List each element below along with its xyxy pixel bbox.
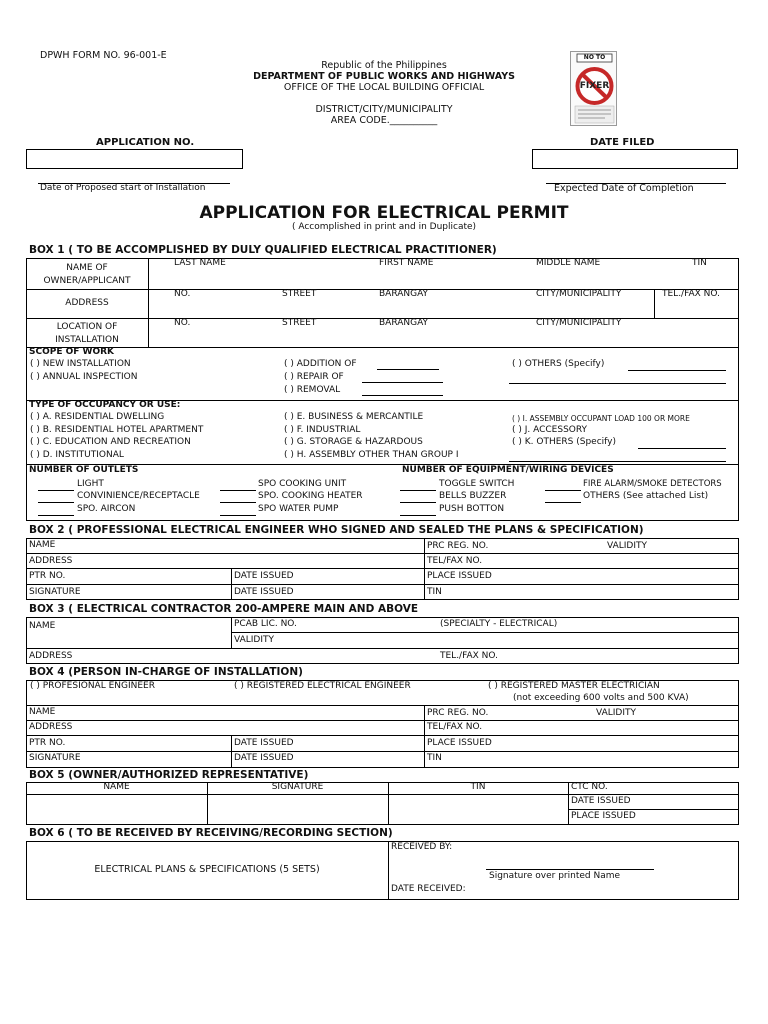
box5-heading: BOX 5 (OWNER/AUTHORIZED REPRESENTATIVE) [29, 769, 309, 781]
proposed-start-label: Date of Proposed start of Installation [40, 183, 206, 193]
republic-line: Republic of the Philippines [321, 60, 447, 71]
addition-of-line[interactable] [377, 369, 439, 370]
occupancy-k[interactable]: ( ) K. OTHERS (Specify) [512, 437, 617, 447]
scope-addition-of[interactable]: ( ) ADDITION OF [284, 359, 357, 369]
occupancy-heading: TYPE OF OCCUPANCY OR USE: [29, 400, 181, 410]
box2-ptr-label[interactable]: PTR NO. [29, 571, 66, 581]
box3-heading: BOX 3 ( ELECTRICAL CONTRACTOR 200-AMPERE MAIN AND ABOVE [29, 603, 419, 615]
box5-name-header: NAME [103, 782, 130, 792]
box5-col-divider [568, 782, 569, 825]
scope-others-line-2[interactable] [509, 383, 726, 384]
telfax-divider [654, 289, 655, 318]
box2-heading: BOX 2 ( PROFESSIONAL ELECTRICAL ENGINEER WHO SIGNED AND SEALED THE PLANS & SPECIFICATION) [29, 524, 644, 536]
removal-line[interactable] [362, 395, 443, 396]
address-no-label: NO. [174, 289, 191, 299]
box6-heading: BOX 6 ( TO BE RECEIVED BY RECEIVING/RECORDING SECTION) [29, 827, 393, 839]
location-street-label: STREET [282, 318, 317, 328]
scope-others-line[interactable] [628, 370, 726, 371]
application-no-label: APPLICATION NO. [96, 137, 195, 148]
scope-others[interactable]: ( ) OTHERS (Specify) [512, 359, 605, 369]
cooking-unit-count-line[interactable] [220, 490, 256, 491]
box4-col-divider [231, 735, 232, 768]
department-line: DEPARTMENT OF PUBLIC WORKS AND HIGHWAYS [253, 71, 515, 82]
box2-row-divider [26, 568, 739, 569]
form-number: DPWH FORM NO. 96-001-E [40, 50, 167, 61]
toggle-count-line[interactable] [400, 490, 436, 491]
box2-telfax-label[interactable]: TEL/FAX NO. [427, 556, 483, 566]
box2-col-divider [231, 568, 232, 600]
box5-row-divider [568, 794, 739, 795]
outlet-cooking-unit: SPO COOKING UNIT [258, 479, 347, 489]
box6-plans-label: ELECTRICAL PLANS & SPECIFICATIONS (5 SETS) [94, 864, 320, 875]
box3-col-divider [231, 617, 232, 649]
box3-validity-label[interactable]: VALIDITY [234, 635, 274, 645]
first-name-label: FIRST NAME [379, 258, 434, 268]
box4-master-electrician[interactable]: ( ) REGISTERED MASTER ELECTRICIAN [488, 681, 660, 691]
occupancy-e[interactable]: ( ) E. BUSINESS & MERCANTILE [284, 412, 424, 422]
no-to-fixer-logo [570, 51, 617, 126]
box4-row-divider [26, 751, 739, 752]
box2-place-issued-label[interactable]: PLACE ISSUED [427, 571, 492, 581]
telfax-label: TEL./FAX NO. [662, 289, 720, 299]
scope-removal[interactable]: ( ) REMOVAL [284, 385, 341, 395]
owner-label: NAME OF OWNER/APPLICANT [43, 263, 131, 286]
occupancy-g[interactable]: ( ) G. STORAGE & HAZARDOUS [284, 437, 423, 447]
box6-received-by-label: RECEIVED BY: [391, 842, 453, 852]
box4-col-divider [424, 705, 425, 768]
box4-row-divider [26, 735, 739, 736]
last-name-label: LAST NAME [174, 258, 226, 268]
aircon-count-line[interactable] [38, 515, 74, 516]
box2-name-label[interactable]: NAME [29, 540, 56, 550]
occupancy-others-line[interactable] [638, 448, 726, 449]
box6-signature-caption: Signature over printed Name [489, 871, 621, 881]
occupancy-d[interactable]: ( ) D. INSTITUTIONAL [30, 450, 124, 460]
owner-name-field[interactable] [149, 269, 738, 288]
outlet-convenience: CONVINIENCE/RECEPTACLE [77, 491, 200, 501]
box4-place-issued-label[interactable]: PLACE ISSUED [427, 738, 492, 748]
convenience-count-line[interactable] [38, 502, 74, 503]
location-barangay-label: BARANGAY [379, 318, 429, 328]
box4-tin-label[interactable]: TIN [427, 753, 442, 763]
box2-signature-date-label[interactable]: DATE ISSUED [234, 587, 294, 597]
form-subtitle: ( Accomplished in print and in Duplicate) [291, 222, 477, 232]
box4-row-divider [26, 720, 739, 721]
box3-address-label[interactable]: ADDRESS [29, 651, 73, 661]
equipment-bells: BELLS BUZZER [439, 491, 507, 501]
box4-prc-label[interactable]: PRC REG. NO. [427, 708, 489, 718]
fire-alarm-count-line[interactable] [545, 490, 581, 491]
box4-validity-label[interactable]: VALIDITY [596, 708, 636, 718]
address-barangay-label: BARANGAY [379, 289, 429, 299]
occupancy-f[interactable]: ( ) F. INDUSTRIAL [284, 425, 361, 435]
box4-telfax-label[interactable]: TEL/FAX NO. [427, 722, 483, 732]
box5-signature-field[interactable] [208, 795, 387, 824]
occupancy-b[interactable]: ( ) B. RESIDENTIAL HOTEL APARTMENT [30, 425, 204, 435]
date-filed-label: DATE FILED [590, 137, 655, 148]
box3-row-divider [231, 632, 739, 633]
address-street-label: STREET [282, 289, 317, 299]
water-pump-count-line[interactable] [220, 515, 256, 516]
equipment-push: PUSH BOTTON [439, 504, 505, 514]
box5-ctc-label[interactable]: CTC NO. [571, 782, 608, 792]
occupancy-j[interactable]: ( ) J. ACCESSORY [512, 425, 588, 435]
box4-signature-date-label[interactable]: DATE ISSUED [234, 753, 294, 763]
address-city-label: CITY/MUNICIPALITY [536, 289, 622, 299]
box4-reg-engineer[interactable]: ( ) REGISTERED ELECTRICAL ENGINEER [234, 681, 411, 691]
box4-signature-label[interactable]: SIGNATURE [29, 753, 81, 763]
box4-heading: BOX 4 (PERSON IN-CHARGE OF INSTALLATION) [29, 666, 303, 678]
box4-master-note: (not exceeding 600 volts and 500 KVA) [513, 693, 689, 703]
box3-telfax-label[interactable]: TEL./FAX NO. [440, 651, 498, 661]
box2-row-divider [26, 553, 739, 554]
box5-place-issued-label[interactable]: PLACE ISSUED [571, 811, 636, 821]
box4-name-label[interactable]: NAME [29, 707, 56, 717]
box6-col-divider [388, 841, 389, 900]
box3-row-divider [26, 648, 739, 649]
office-line: OFFICE OF THE LOCAL BUILDING OFFICIAL [283, 82, 485, 93]
box4-pro-engineer[interactable]: ( ) PROFESIONAL ENGINEER [30, 681, 155, 691]
address-field[interactable] [149, 300, 653, 317]
box3-name-label[interactable]: NAME [29, 621, 56, 631]
equipment-toggle: TOGGLE SWITCH [439, 479, 515, 489]
scope-repair-of[interactable]: ( ) REPAIR OF [284, 372, 344, 382]
location-field[interactable] [149, 329, 738, 346]
form-title: APPLICATION FOR ELECTRICAL PERMIT [199, 203, 569, 223]
area-code-line: AREA CODE.__________ [330, 115, 438, 126]
box1-row-divider [26, 347, 739, 348]
logo-word: FIXER [579, 81, 610, 91]
equipment-heading: NUMBER OF EQUIPMENT/WIRING DEVICES [402, 465, 614, 475]
bells-count-line[interactable] [400, 502, 436, 503]
date-filed-field[interactable] [532, 149, 738, 169]
box2-tin-label[interactable]: TIN [427, 587, 442, 597]
occupancy-c[interactable]: ( ) C. EDUCATION AND RECREATION [30, 437, 191, 447]
repair-of-line[interactable] [362, 382, 443, 383]
box5-tin-field[interactable] [389, 795, 567, 824]
received-by-signature-line[interactable] [486, 869, 654, 870]
location-city-label: CITY/MUNICIPALITY [536, 318, 622, 328]
box5-date-issued-label[interactable]: DATE ISSUED [571, 796, 631, 806]
equipment-others: OTHERS (See attached List) [583, 491, 709, 501]
location-no-label: NO. [174, 318, 191, 328]
equipment-others-count-line[interactable] [545, 502, 581, 503]
box2-date-issued-label[interactable]: DATE ISSUED [234, 571, 294, 581]
occupancy-h[interactable]: ( ) H. ASSEMBLY OTHER THAN GROUP I [284, 450, 459, 460]
equipment-fire-alarm: FIRE ALARM/SMOKE DETECTORS [583, 479, 722, 489]
box3-pcab-label[interactable]: PCAB LIC. NO. [234, 619, 297, 629]
logo-top-text: NO TO [583, 54, 606, 61]
outlet-cooking-heater: SPO. COOKING HEATER [258, 491, 363, 501]
box2-address-label[interactable]: ADDRESS [29, 556, 73, 566]
outlet-light: LIGHT [77, 479, 104, 489]
box2-col-divider [424, 538, 425, 600]
box3-frame [26, 617, 739, 664]
application-no-field[interactable] [26, 149, 243, 169]
occupancy-others-line-2[interactable] [509, 461, 726, 462]
scope-annual-inspection[interactable]: ( ) ANNUAL INSPECTION [30, 372, 138, 382]
box3-specialty-label: (SPECIALTY - ELECTRICAL) [440, 619, 558, 629]
box2-row-divider [26, 584, 739, 585]
outlets-heading: NUMBER OF OUTLETS [29, 465, 139, 475]
address-label: ADDRESS [65, 298, 109, 308]
occupancy-i[interactable]: ( ) I. ASSEMBLY OCCUPANT LOAD 100 OR MORE [512, 414, 690, 423]
box2-signature-label[interactable]: SIGNATURE [29, 587, 81, 597]
box5-row-divider [568, 809, 739, 810]
box6-date-received-label[interactable]: DATE RECEIVED: [391, 884, 466, 894]
completion-label: Expected Date of Completion [554, 183, 694, 194]
occupancy-a[interactable]: ( ) A. RESIDENTIAL DWELLING [30, 412, 165, 422]
middle-name-label: MIDDLE NAME [536, 258, 601, 268]
outlet-aircon: SPO. AIRCON [77, 504, 136, 514]
box5-signature-header: SIGNATURE [271, 782, 324, 792]
scope-new-installation[interactable]: ( ) NEW INSTALLATION [30, 359, 131, 369]
district-line: DISTRICT/CITY/MUNICIPALITY [315, 104, 453, 115]
push-count-line[interactable] [400, 515, 436, 516]
owner-tin-label: TIN [692, 258, 707, 268]
box2-prc-label[interactable]: PRC REG. NO. [427, 541, 489, 551]
box5-name-field[interactable] [27, 795, 206, 824]
cooking-heater-count-line[interactable] [220, 502, 256, 503]
box1-heading: BOX 1 ( TO BE ACCOMPLISHED BY DULY QUALIFIED ELECTRICAL PRACTITIONER) [29, 244, 497, 256]
box4-address-label[interactable]: ADDRESS [29, 722, 73, 732]
scope-heading: SCOPE OF WORK [29, 347, 115, 357]
light-count-line[interactable] [38, 490, 74, 491]
box4-row-divider [26, 705, 739, 706]
location-label: LOCATION OF INSTALLATION [55, 322, 119, 345]
outlet-water-pump: SPO WATER PUMP [258, 504, 339, 514]
box2-validity-label[interactable]: VALIDITY [607, 541, 647, 551]
box4-date-issued-label[interactable]: DATE ISSUED [234, 738, 294, 748]
box5-tin-header: TIN [470, 782, 486, 792]
box4-ptr-label[interactable]: PTR NO. [29, 738, 66, 748]
